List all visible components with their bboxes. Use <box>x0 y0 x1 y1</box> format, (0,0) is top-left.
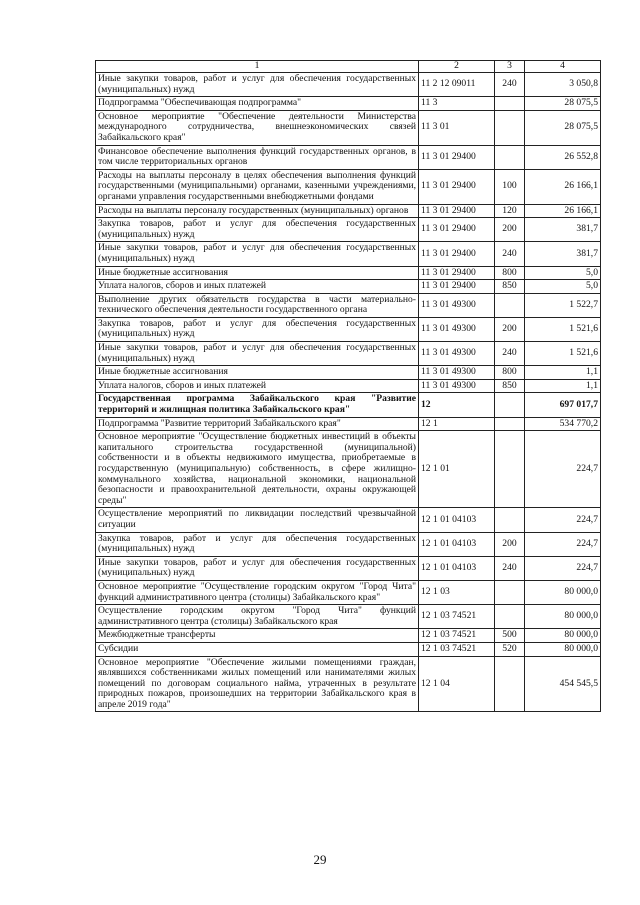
row-code: 11 3 01 <box>419 110 495 145</box>
row-name: Подпрограмма "Развитие территорий Забайкальского края" <box>96 417 419 431</box>
row-sum: 1 522,7 <box>525 293 601 317</box>
row-name: Уплата налогов, сборов и иных платежей <box>96 379 419 393</box>
row-code: 12 1 03 <box>419 580 495 604</box>
row-code: 11 3 01 49300 <box>419 293 495 317</box>
row-sum: 224,7 <box>525 431 601 508</box>
row-code: 11 3 01 49300 <box>419 317 495 341</box>
table-row <box>96 342 601 366</box>
row-name: Иные закупки товаров, работ и услуг для обеспечения государственных (муниципальных) нужд <box>96 556 419 580</box>
table-row <box>96 145 601 169</box>
row-expense-type: 240 <box>495 242 525 266</box>
header-col-1: 1 <box>96 61 419 73</box>
row-name: Основное мероприятие "Обеспечение жилыми помещениями граждан, являвшихся собственниками жилых помещений или нанимателями жилых помещений по договорам социального найма, утраченных в результате природных пожаров, произошедших на территории Забайкальского края в апреле 2019 года" <box>96 656 419 712</box>
row-sum: 80 000,0 <box>525 580 601 604</box>
row-expense-type <box>495 417 525 431</box>
row-expense-type <box>495 97 525 111</box>
row-sum: 80 000,0 <box>525 629 601 643</box>
table-row <box>96 169 601 204</box>
row-expense-type: 520 <box>495 642 525 656</box>
row-code: 12 1 01 04103 <box>419 532 495 556</box>
row-sum: 26 552,8 <box>525 145 601 169</box>
row-sum: 80 000,0 <box>525 605 601 629</box>
row-name: Осуществление мероприятий по ликвидации последствий чрезвычайной ситуации <box>96 508 419 532</box>
row-name: Основное мероприятие "Осуществление бюджетных инвестиций в объекты капитального строительства государственной (муниципальной) собственности и в объекты недвижимого имущества, приобретаемые в государственную (муниципальную) собственность, в сфере жилищно-коммунального хозяйства, национальной экономики, национальной безопасности и правоохранительной деятельности, охраны окружающей среды" <box>96 431 419 508</box>
row-code: 11 3 01 29400 <box>419 280 495 294</box>
row-code: 11 3 01 29400 <box>419 266 495 280</box>
table-row <box>96 642 601 656</box>
header-col-3: 3 <box>495 61 525 73</box>
row-code: 11 3 01 49300 <box>419 379 495 393</box>
table-row <box>96 266 601 280</box>
table-row <box>96 97 601 111</box>
row-code: 11 3 01 29400 <box>419 204 495 218</box>
row-code: 11 2 12 09011 <box>419 73 495 97</box>
table-row <box>96 242 601 266</box>
row-sum: 28 075,5 <box>525 97 601 111</box>
table-row <box>96 580 601 604</box>
row-code: 11 3 <box>419 97 495 111</box>
row-sum: 381,7 <box>525 242 601 266</box>
row-expense-type: 240 <box>495 342 525 366</box>
row-expense-type: 200 <box>495 532 525 556</box>
table-row <box>96 629 601 643</box>
table-body <box>96 73 601 712</box>
row-code: 12 1 03 74521 <box>419 605 495 629</box>
row-sum: 3 050,8 <box>525 73 601 97</box>
table-row <box>96 532 601 556</box>
row-sum: 26 166,1 <box>525 204 601 218</box>
table-row <box>96 605 601 629</box>
header-col-4: 4 <box>525 61 601 73</box>
row-code: 12 1 03 74521 <box>419 629 495 643</box>
row-code: 11 3 01 29400 <box>419 242 495 266</box>
table-row <box>96 417 601 431</box>
row-expense-type: 100 <box>495 169 525 204</box>
row-name: Иные закупки товаров, работ и услуг для обеспечения государственных (муниципальных) нужд <box>96 242 419 266</box>
row-expense-type: 240 <box>495 73 525 97</box>
header-col-2: 2 <box>419 61 495 73</box>
row-code: 12 1 01 04103 <box>419 508 495 532</box>
row-sum: 224,7 <box>525 508 601 532</box>
row-name: Иные закупки товаров, работ и услуг для обеспечения государственных (муниципальных) нужд <box>96 342 419 366</box>
row-expense-type <box>495 110 525 145</box>
row-name: Иные бюджетные ассигнования <box>96 366 419 380</box>
row-sum: 1 521,6 <box>525 317 601 341</box>
row-sum: 224,7 <box>525 532 601 556</box>
row-name: Закупка товаров, работ и услуг для обеспечения государственных (муниципальных) нужд <box>96 218 419 242</box>
row-expense-type <box>495 508 525 532</box>
row-name: Основное мероприятие "Осуществление городским округом "Город Чита" функций административного центра (столицы) Забайкальского края" <box>96 580 419 604</box>
row-name: Иные закупки товаров, работ и услуг для обеспечения государственных (муниципальных) нужд <box>96 73 419 97</box>
row-name: Закупка товаров, работ и услуг для обеспечения государственных (муниципальных) нужд <box>96 532 419 556</box>
row-code: 11 3 01 29400 <box>419 218 495 242</box>
row-code: 11 3 01 49300 <box>419 366 495 380</box>
row-name: Подпрограмма "Обеспечивающая подпрограмма" <box>96 97 419 111</box>
row-expense-type <box>495 293 525 317</box>
table-row <box>96 280 601 294</box>
row-sum: 5,0 <box>525 266 601 280</box>
row-expense-type: 800 <box>495 266 525 280</box>
row-code: 12 1 04 <box>419 656 495 712</box>
row-name: Закупка товаров, работ и услуг для обеспечения государственных (муниципальных) нужд <box>96 317 419 341</box>
row-code: 12 <box>419 393 495 417</box>
row-sum: 5,0 <box>525 280 601 294</box>
table-row <box>96 656 601 712</box>
row-name: Субсидии <box>96 642 419 656</box>
row-expense-type: 850 <box>495 280 525 294</box>
table-row <box>96 556 601 580</box>
row-code: 11 3 01 49300 <box>419 342 495 366</box>
row-name: Межбюджетные трансферты <box>96 629 419 643</box>
row-name: Финансовое обеспечение выполнения функций государственных органов, в том числе территориальных органов <box>96 145 419 169</box>
row-expense-type <box>495 580 525 604</box>
row-sum: 224,7 <box>525 556 601 580</box>
row-expense-type <box>495 145 525 169</box>
row-sum: 1,1 <box>525 366 601 380</box>
row-expense-type <box>495 656 525 712</box>
table-row <box>96 204 601 218</box>
row-code: 12 1 01 <box>419 431 495 508</box>
row-sum: 534 770,2 <box>525 417 601 431</box>
row-expense-type: 240 <box>495 556 525 580</box>
row-sum: 381,7 <box>525 218 601 242</box>
table-row <box>96 317 601 341</box>
table-header-row <box>96 61 601 73</box>
row-expense-type <box>495 393 525 417</box>
row-expense-type <box>495 431 525 508</box>
row-expense-type: 850 <box>495 379 525 393</box>
table-row <box>96 218 601 242</box>
row-sum: 697 017,7 <box>525 393 601 417</box>
row-sum: 26 166,1 <box>525 169 601 204</box>
row-name: Иные бюджетные ассигнования <box>96 266 419 280</box>
table-row <box>96 110 601 145</box>
row-code: 12 1 <box>419 417 495 431</box>
page-number: 29 <box>313 852 327 867</box>
row-name: Расходы на выплаты персоналу в целях обеспечения выполнения функций государственными (муниципальными) органами, казенными учреждениями, органами управления государственными внебюджетными фондами <box>96 169 419 204</box>
table-row <box>96 431 601 508</box>
row-expense-type <box>495 605 525 629</box>
row-sum: 1 521,6 <box>525 342 601 366</box>
table-row <box>96 293 601 317</box>
row-code: 11 3 01 29400 <box>419 145 495 169</box>
row-name: Осуществление городским округом "Город Чита" функций административного центра (столицы) Забайкальского края <box>96 605 419 629</box>
table-row <box>96 393 601 417</box>
row-code: 11 3 01 29400 <box>419 169 495 204</box>
row-expense-type: 200 <box>495 218 525 242</box>
row-name: Расходы на выплаты персоналу государственных (муниципальных) органов <box>96 204 419 218</box>
row-name: Основное мероприятие "Обеспечение деятельности Министерства международного сотрудничества, внешнеэкономических связей Забайкальского края" <box>96 110 419 145</box>
table-row <box>96 73 601 97</box>
row-expense-type: 120 <box>495 204 525 218</box>
row-expense-type: 200 <box>495 317 525 341</box>
row-name: Выполнение других обязательств государства в части материально-технического обеспечения деятельности государственного органа <box>96 293 419 317</box>
row-sum: 80 000,0 <box>525 642 601 656</box>
row-sum: 1,1 <box>525 379 601 393</box>
row-sum: 454 545,5 <box>525 656 601 712</box>
row-expense-type: 500 <box>495 629 525 643</box>
row-code: 12 1 01 04103 <box>419 556 495 580</box>
row-name: Государственная программа Забайкальского края "Развитие территорий и жилищная политика Забайкальского края" <box>96 393 419 417</box>
row-code: 12 1 03 74521 <box>419 642 495 656</box>
table-row <box>96 379 601 393</box>
row-sum: 28 075,5 <box>525 110 601 145</box>
table-row <box>96 366 601 380</box>
table-row <box>96 508 601 532</box>
row-expense-type: 800 <box>495 366 525 380</box>
budget-table <box>95 60 601 712</box>
row-name: Уплата налогов, сборов и иных платежей <box>96 280 419 294</box>
